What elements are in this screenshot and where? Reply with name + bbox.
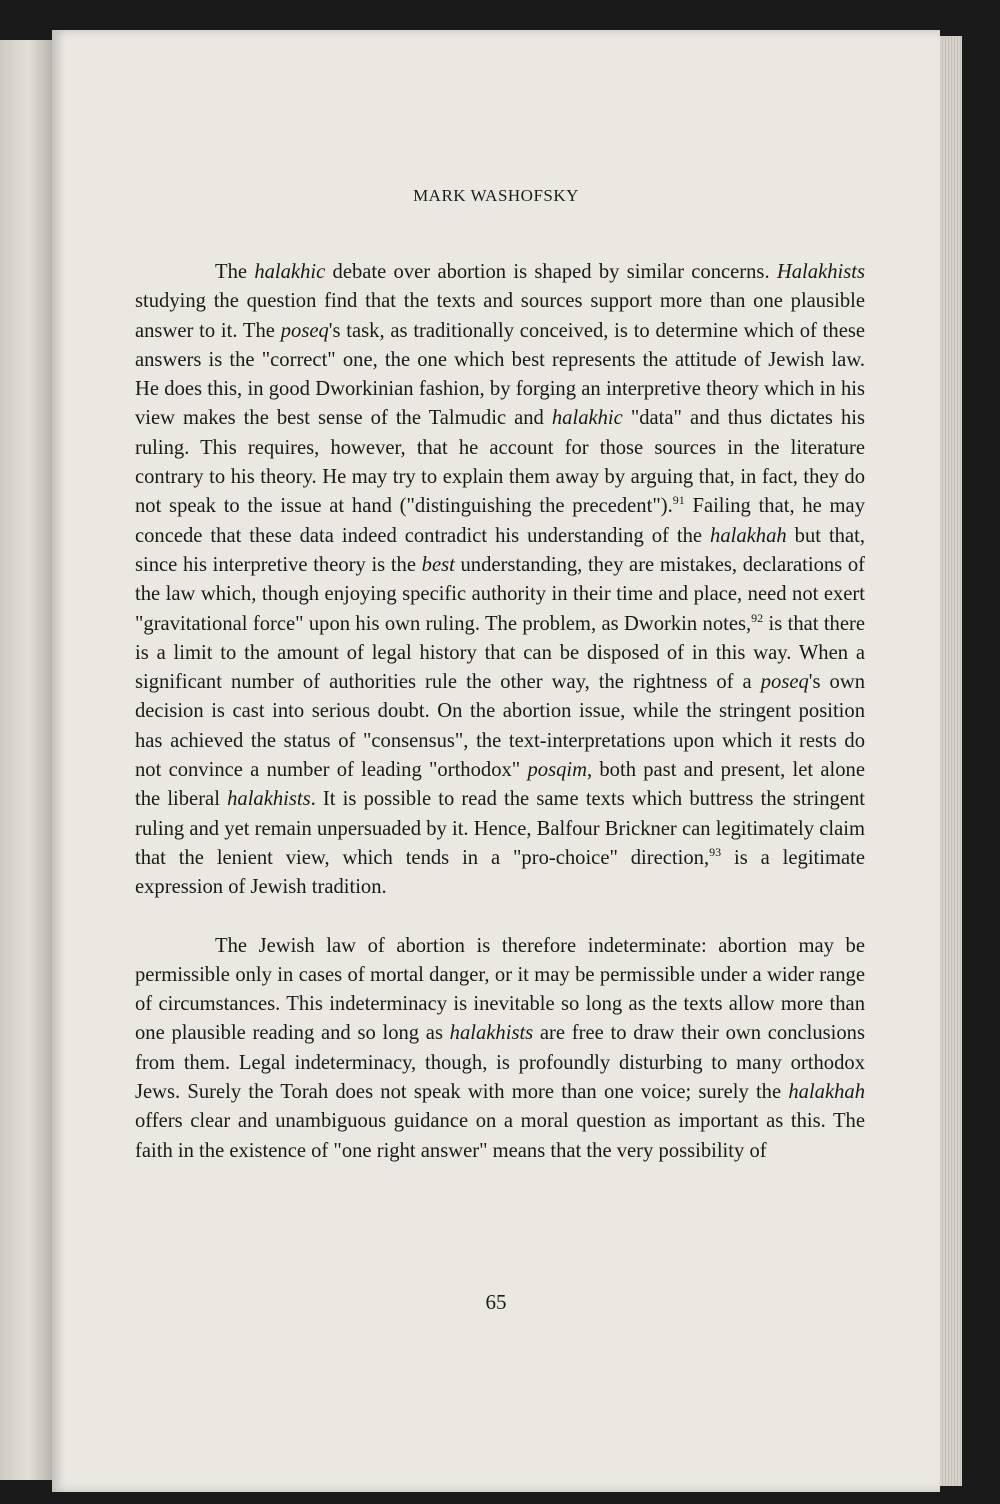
paragraph-2: The Jewish law of abortion is therefore indeterminate: abortion may be permissible only in cases of mortal danger, or it may be permissible under a wider range of circumstances. This indeterminacy is inevitable so long as the texts allow more than one plausible reading and so long as halakhists are free to draw their own conclusions from them. Legal indeterminacy, though, is profoundly disturbing to many orthodox Jews. Surely the Torah does not speak with more than one voice; surely the halakhah offers clear and unambiguous guidance on a moral question as important as this. The faith in the existence of "one right answer" means that the very possibility of [135, 934, 865, 1162]
footnote-ref-92[interactable]: 92 [751, 610, 764, 625]
page-number: 65 [485, 1290, 507, 1314]
body-text [135, 258, 865, 1166]
footnote-ref-91[interactable]: 91 [672, 493, 685, 508]
paragraph-1: The halakhic debate over abortion is shaped by similar concerns. Halakhists studying the question find that the texts and sources support more than one plausible answer to it. The poseq's task, as traditionally conceived, is to determine which of these answers is the "correct" one, the one which best represents the attitude of Jewish law. He does this, in good Dworkinian fashion, by forging an interpretive theory which in his view makes the best sense of the Talmudic and halakhic "data" and thus dictates his ruling. This requires, however, that he account for those sources in the literature contrary to his theory. He may try to explain them away by arguing that, in fact, they do not speak to the issue at hand ("distinguishing the precedent").$^{91}$ Failing that, he may concede that these data indeed contradict his understanding of the halakhah but that, since his interpretive theory is the best understanding, they are mistakes, declarations of the law which, though enjoying specific authority in their time and place, need not exert "gravitational force" upon his own ruling. The problem, as Dworkin notes,$^{92}$ is that there is a limit to the amount of legal history that can be disposed of in this way. When a significant number of authorities rule the other way, the rightness of a poseq's own decision is cast into serious doubt. On the abortion issue, while the stringent position has achieved the status of "consensus", the text-interpretations upon which it rests do not convince a number of leading "orthodox" posqim, both past and present, let alone the liberal halakhists. It is possible to read the same texts which buttress the stringent ruling and yet remain unpersuaded by it. Hence, Balfour Brickner can legitimately claim that the lenient view, which tends in a "pro-choice" direction,$^{93}$ is a legitimate expression of Jewish tradition. [135, 261, 866, 899]
page-stack-edge [940, 36, 962, 1486]
footnote-ref-93[interactable]: 93 [709, 844, 722, 859]
running-head: MARK WASHOFSKY [413, 186, 579, 205]
facing-page-edge [0, 40, 52, 1480]
